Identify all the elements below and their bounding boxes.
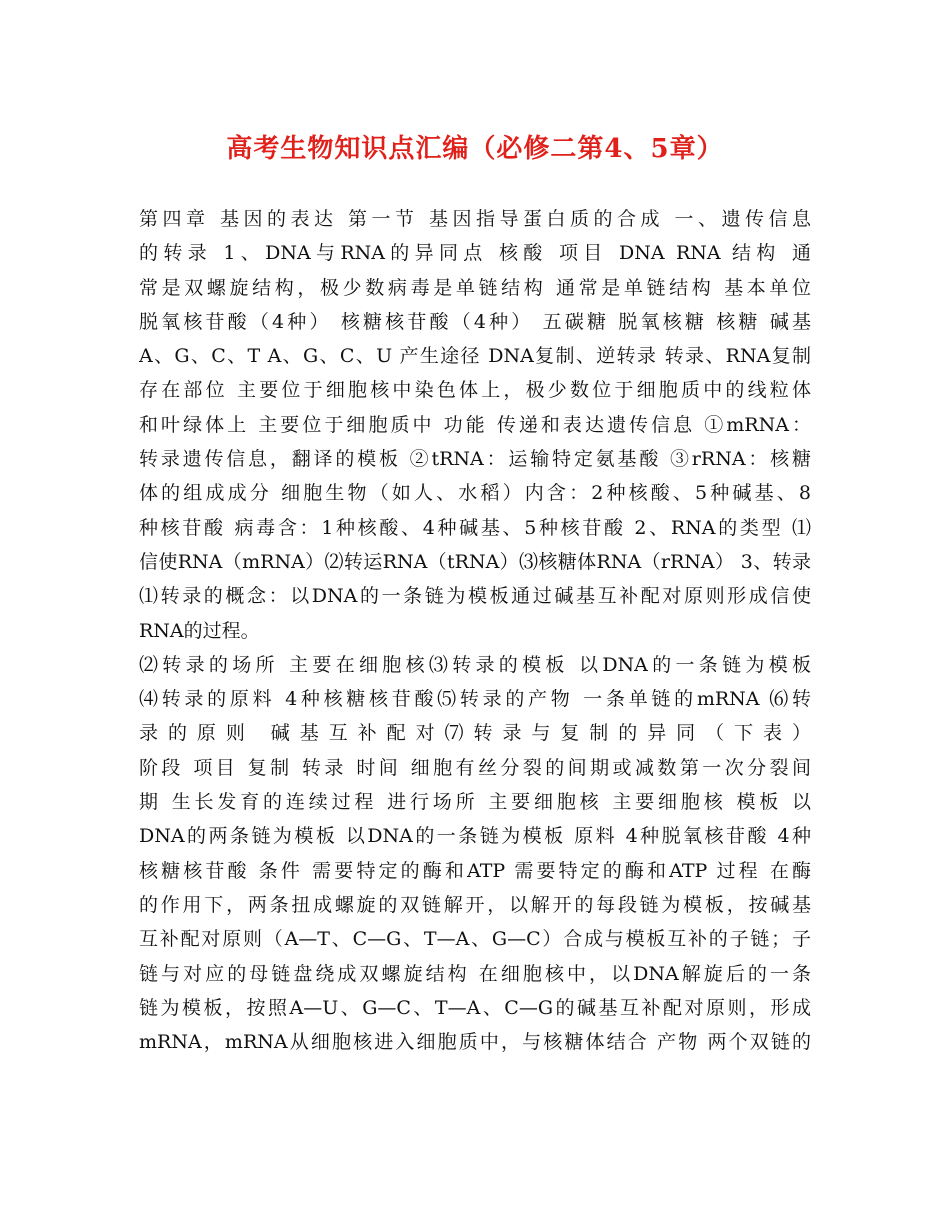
text-line: 信使RNA（mRNA）⑵转运RNA（tRNA）⑶核糖体RNA（rRNA） 3、转录 bbox=[139, 550, 811, 573]
text-line: ⑵转录的场所 主要在细胞核⑶转录的模板 以DNA的一条链为模板 bbox=[139, 653, 811, 676]
text-line: mRNA，mRNA从细胞核进入细胞质中，与核糖体结合 产物 两个双链的 bbox=[139, 1031, 811, 1054]
text-line: RNA的过程。 bbox=[139, 619, 260, 642]
text-line: 种核苷酸 病毒含：1种核酸、4种碱基、5种核苷酸 2、RNA的类型 ⑴ bbox=[139, 516, 811, 539]
text-line: ⑷转录的原料 4种核糖核苷酸⑸转录的产物 一条单链的mRNA ⑹转 bbox=[139, 688, 811, 711]
text-line: ⑴转录的概念：以DNA的一条链为模板通过碱基互补配对原则形成信使 bbox=[139, 585, 811, 608]
text-line: 转录遗传信息，翻译的模板 ②tRNA：运输特定氨基酸 ③rRNA：核糖 bbox=[139, 448, 811, 471]
document-body bbox=[139, 202, 811, 1059]
text-line: A、G、C、T A、G、C、U 产生途径 DNA复制、逆转录 转录、RNA复制 bbox=[139, 345, 811, 368]
text-line: 录的原则 碱基互补配对⑺转录与复制的异同（下表） bbox=[139, 722, 811, 745]
document-title: 高考生物知识点汇编（必修二第4、5章） bbox=[226, 134, 724, 164]
text-line: 的转录 1、DNA与RNA的异同点 核酸 项目 DNA RNA 结构 通 bbox=[139, 242, 811, 265]
text-line: 链为模板，按照A—U、G—C、T—A、C—G的碱基互补配对原则，形成 bbox=[139, 996, 811, 1019]
text-line: 期 生长发育的连续过程 进行场所 主要细胞核 主要细胞核 模板 以 bbox=[139, 791, 811, 814]
text-line: 的作用下，两条扭成螺旋的双链解开，以解开的每段链为模板，按碱基 bbox=[139, 893, 811, 916]
text-line: 体的组成成分 细胞生物（如人、水稻）内含：2种核酸、5种碱基、8 bbox=[139, 482, 811, 505]
text-line: 和叶绿体上 主要位于细胞质中 功能 传递和表达遗传信息 ①mRNA： bbox=[139, 413, 811, 436]
text-line: 互补配对原则（A—T、C—G、T—A、G—C）合成与模板互补的子链；子 bbox=[139, 928, 811, 951]
text-line: 核糖核苷酸 条件 需要特定的酶和ATP 需要特定的酶和ATP 过程 在酶 bbox=[139, 859, 811, 882]
text-line: 链与对应的母链盘绕成双螺旋结构 在细胞核中，以DNA解旋后的一条 bbox=[139, 962, 811, 985]
text-line: 第四章 基因的表达 第一节 基因指导蛋白质的合成 一、遗传信息 bbox=[139, 208, 811, 230]
text-line: DNA的两条链为模板 以DNA的一条链为模板 原料 4种脱氧核苷酸 4种 bbox=[139, 825, 811, 848]
text-line: 阶段 项目 复制 转录 时间 细胞有丝分裂的间期或减数第一次分裂间 bbox=[139, 756, 811, 779]
text-line: 常是双螺旋结构，极少数病毒是单链结构 通常是单链结构 基本单位 bbox=[139, 276, 811, 299]
text-line: 脱氧核苷酸（4种） 核糖核苷酸（4种） 五碳糖 脱氧核糖 核糖 碱基 bbox=[139, 310, 811, 333]
text-line: 存在部位 主要位于细胞核中染色体上，极少数位于细胞质中的线粒体 bbox=[139, 379, 811, 402]
